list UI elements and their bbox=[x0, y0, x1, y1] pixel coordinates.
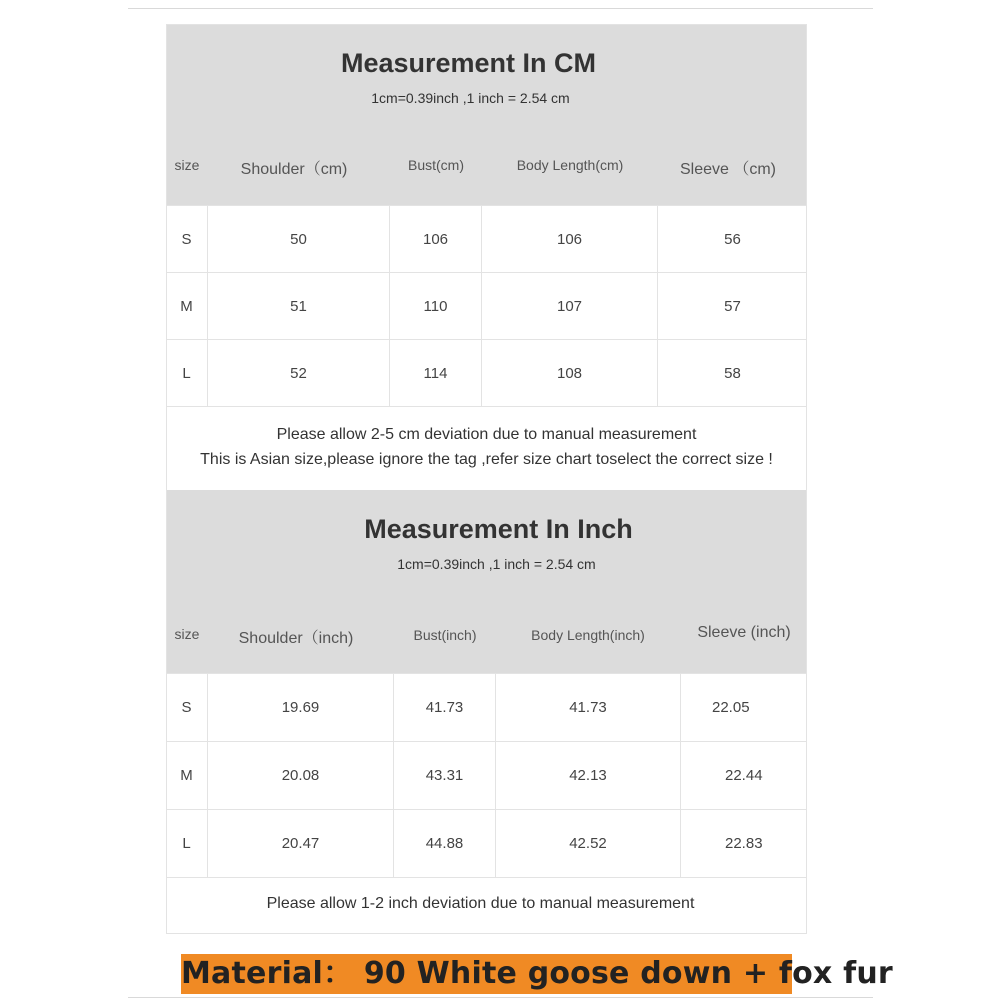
inch-header-sleeve: Sleeve (inch) bbox=[697, 624, 791, 641]
table-cell: 41.73 bbox=[394, 674, 496, 741]
table-row bbox=[166, 674, 807, 742]
table-cell: 42.13 bbox=[496, 742, 681, 809]
cm-deviation-note: Please allow 2-5 cm deviation due to manual measurement bbox=[276, 426, 697, 443]
material-banner: Material： 90 White goose down + fox fur bbox=[181, 954, 792, 994]
inch-header-bust: Bust(inch) bbox=[413, 627, 477, 643]
cm-title: Measurement In CM bbox=[340, 48, 597, 78]
table-row bbox=[166, 810, 807, 878]
table-cell-size: L bbox=[166, 340, 208, 406]
table-cell: 20.08 bbox=[208, 742, 394, 809]
inch-size-table bbox=[166, 673, 807, 878]
measurement-inch-panel bbox=[166, 490, 807, 934]
table-cell: 22.05 bbox=[712, 699, 750, 716]
cm-header-body-length: Body Length(cm) bbox=[516, 157, 624, 173]
table-row bbox=[166, 206, 807, 273]
table-row bbox=[166, 340, 807, 407]
table-cell: 41.73 bbox=[496, 674, 681, 741]
table-cell-size: S bbox=[166, 206, 208, 272]
table-cell: 43.31 bbox=[394, 742, 496, 809]
table-cell: 107 bbox=[482, 273, 658, 339]
table-cell-size: M bbox=[166, 742, 208, 809]
table-cell-size: S bbox=[166, 674, 208, 741]
table-cell: 50 bbox=[208, 206, 390, 272]
table-cell: 51 bbox=[208, 273, 390, 339]
cm-size-table bbox=[166, 205, 807, 407]
cm-header-block bbox=[166, 24, 807, 205]
cm-header-shoulder: Shoulder（cm) bbox=[240, 161, 348, 178]
cm-conversion-note: 1cm=0.39inch ,1 inch = 2.54 cm bbox=[371, 90, 570, 106]
table-cell: 44.88 bbox=[394, 810, 496, 877]
table-cell: 106 bbox=[390, 206, 482, 272]
inch-conversion-note: 1cm=0.39inch ,1 inch = 2.54 cm bbox=[397, 556, 596, 572]
inch-header-shoulder: Shoulder（inch) bbox=[238, 630, 354, 647]
cm-header-bust: Bust(cm) bbox=[408, 157, 464, 173]
table-cell: 20.47 bbox=[208, 810, 394, 877]
top-divider bbox=[128, 8, 873, 9]
bottom-divider bbox=[128, 997, 873, 998]
asian-size-note: This is Asian size,please ignore the tag ,refer size chart toselect the correct size ! bbox=[200, 451, 773, 468]
table-cell: 56 bbox=[724, 230, 741, 248]
inch-header-block bbox=[166, 490, 807, 673]
measurement-cm-panel bbox=[166, 24, 807, 490]
inch-deviation-note: Please allow 1-2 inch deviation due to manual measurement bbox=[266, 895, 695, 912]
table-cell: 114 bbox=[390, 340, 482, 406]
table-cell: 106 bbox=[482, 206, 658, 272]
table-row bbox=[166, 273, 807, 340]
table-cell-size: M bbox=[166, 273, 208, 339]
inch-title: Measurement In Inch bbox=[364, 514, 633, 544]
table-cell: 52 bbox=[208, 340, 390, 406]
table-cell: 22.83 bbox=[725, 835, 763, 852]
table-cell: 58 bbox=[724, 364, 741, 382]
table-cell-size: L bbox=[166, 810, 208, 877]
table-cell: 57 bbox=[724, 297, 741, 315]
table-cell: 108 bbox=[482, 340, 658, 406]
cm-header-sleeve: Sleeve （cm) bbox=[679, 161, 777, 178]
table-row bbox=[166, 742, 807, 810]
table-cell: 110 bbox=[390, 273, 482, 339]
table-cell: 42.52 bbox=[496, 810, 681, 877]
cm-header-size: size bbox=[174, 157, 200, 173]
inch-header-body-length: Body Length(inch) bbox=[531, 627, 645, 643]
inch-header-size: size bbox=[174, 626, 200, 642]
table-cell: 22.44 bbox=[725, 767, 763, 784]
table-cell: 19.69 bbox=[208, 674, 394, 741]
